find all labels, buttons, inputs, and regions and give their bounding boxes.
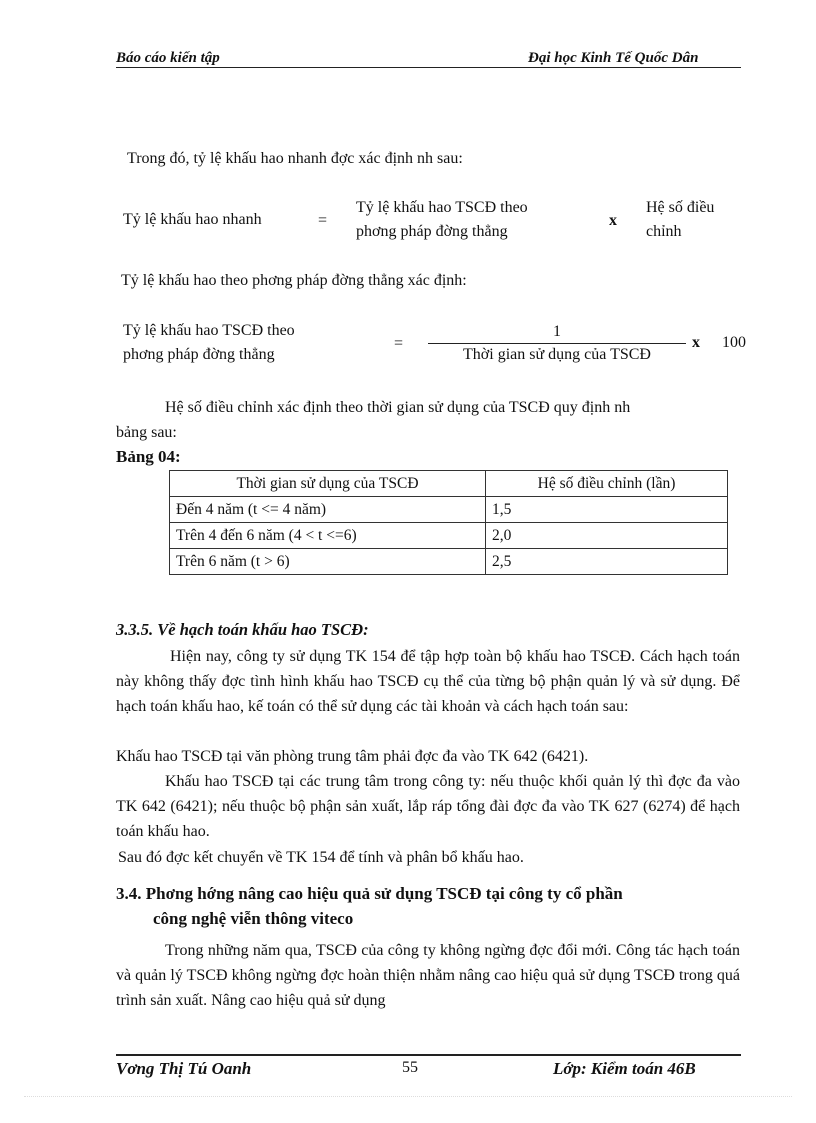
formula2-equals: = <box>394 335 404 352</box>
table-header-cell: Hệ số điều chỉnh (lần) <box>486 471 728 497</box>
table-header-row <box>170 471 728 497</box>
formula1-term-line2: phơng pháp đờng thẳng <box>356 223 508 240</box>
formula2-lhs-line2: phơng pháp đờng thẳng <box>123 346 275 363</box>
formula1-coef-line1: Hệ số điều <box>646 199 715 216</box>
formula1-coef-line2: chỉnh <box>646 223 682 240</box>
formula1-term-line1: Tỷ lệ khấu hao TSCĐ theo <box>356 199 528 216</box>
footer-class: Lớp: Kiểm toán 46B <box>553 1059 696 1078</box>
page-number: 55 <box>402 1059 418 1076</box>
section-34-heading-line2: công nghệ viễn thông viteco <box>153 909 354 928</box>
formula1-times: x <box>609 212 617 229</box>
header-rule <box>116 67 741 68</box>
table-title: Bảng 04: <box>116 447 181 466</box>
formula2-intro: Tỷ lệ khấu hao theo phơng pháp đờng thẳng xác định: <box>121 272 467 289</box>
header-left: Báo cáo kiến tập <box>116 50 220 66</box>
footer-author: Vơng Thị Tú Oanh <box>116 1059 252 1078</box>
table-cell: Trên 6 năm (t > 6) <box>170 549 486 575</box>
section-335-paragraph-2: Khấu hao TSCĐ tại văn phòng trung tâm phải đợc đa vào TK 642 (6421). <box>116 748 589 765</box>
table-header-cell: Thời gian sử dụng của TSCĐ <box>170 471 486 497</box>
table-cell: Trên 4 đến 6 năm (4 < t <=6) <box>170 523 486 549</box>
table-row <box>170 523 728 549</box>
formula2-factor: 100 <box>722 334 746 351</box>
section-335-paragraph-1: Hiện nay, công ty sử dụng TK 154 để tập hợp toàn bộ khấu hao TSCĐ. Cách hạch toán này không thấy đợc tình hình khấu hao TSCĐ cụ thể của từng bộ phận quản lý và sử dụng. Để hạch toán khấu hao, kế toán có thể sử dụng các tài khoản và cách hạch toán sau: <box>116 648 740 715</box>
formula2-denominator: Thời gian sử dụng của TSCĐ <box>463 346 651 363</box>
section-34-paragraph-1: Trong những năm qua, TSCĐ của công ty không ngừng đợc đổi mới. Công tác hạch toán và quản lý TSCĐ không ngừng đợc hoàn thiện nhằm nâng cao hiệu quả sử dụng TSCĐ trong quá trình sản xuất. Nâng cao hiệu quả sử dụng <box>116 942 740 1009</box>
footer-rule <box>116 1054 741 1056</box>
intro-text: Trong đó, tỷ lệ khấu hao nhanh đợc xác định nh sau: <box>127 150 463 167</box>
formula1-equals: = <box>318 212 328 229</box>
section-335-paragraph-4: Sau đó đợc kết chuyển về TK 154 để tính và phân bổ khấu hao. <box>118 849 524 866</box>
table-row <box>170 549 728 575</box>
page-bottom-divider <box>24 1096 792 1097</box>
section-335-paragraph-3: Khấu hao TSCĐ tại các trung tâm trong công ty: nếu thuộc khối quản lý thì đợc đa vào TK 642 (6421); nếu thuộc bộ phận sản xuất, lắp ráp tổng đài đợc đa vào TK 627 (6274) để hạch toán khấu hao. <box>116 773 740 840</box>
table-cell: Đến 4 năm (t <= 4 năm) <box>170 497 486 523</box>
table-cell: 1,5 <box>486 497 728 523</box>
formula2-lhs-line1: Tỷ lệ khấu hao TSCĐ theo <box>123 322 295 339</box>
table-row <box>170 497 728 523</box>
formula2-numerator: 1 <box>553 323 561 340</box>
coef-paragraph: Hệ số điều chỉnh xác định theo thời gian sử dụng của TSCĐ quy định nh <box>165 399 631 416</box>
formula1-lhs: Tỷ lệ khấu hao nhanh <box>123 211 262 228</box>
formula2-times: x <box>692 334 700 351</box>
table-cell: 2,0 <box>486 523 728 549</box>
coefficient-table <box>169 470 728 575</box>
header-right: Đại học Kinh Tế Quốc Dân <box>528 50 699 66</box>
coef-paragraph-cont: bảng sau: <box>116 424 177 441</box>
table-cell: 2,5 <box>486 549 728 575</box>
section-335-heading: 3.3.5. Về hạch toán khấu hao TSCĐ: <box>116 620 369 639</box>
section-34-heading-line1: 3.4. Phơng hớng nâng cao hiệu quả sử dụng TSCĐ tại công ty cổ phần <box>116 884 623 903</box>
